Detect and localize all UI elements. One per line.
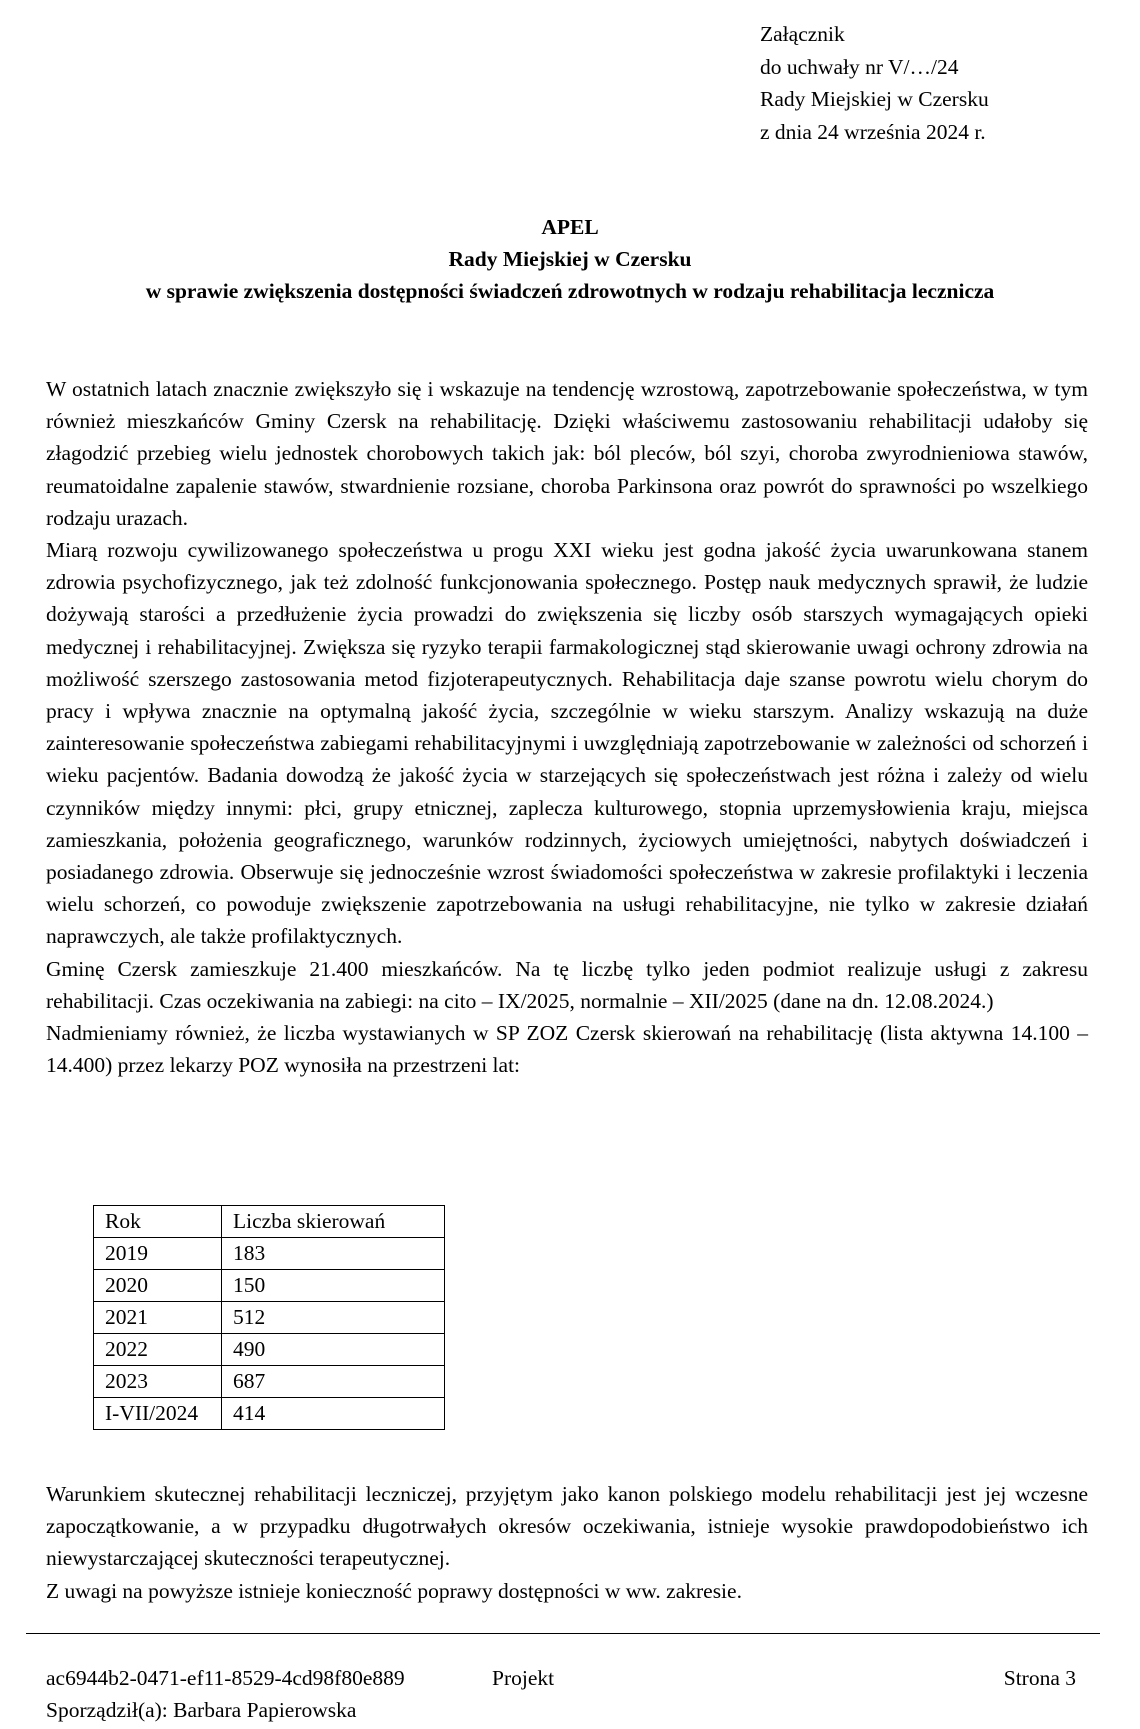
cell-count: 183 (222, 1238, 445, 1270)
cell-year: 2022 (94, 1334, 222, 1366)
table-header-row (94, 1206, 445, 1238)
body-paragraph: W ostatnich latach znacznie zwiększyło się i wskazuje na tendencję wzrostową, zapotrzebowanie społeczeństwa, w tym również mieszkańców Gminy Czersk na rehabilitację. Dzięki właściwemu zastosowaniu rehabilitacji udałoby się złagodzić przebieg wielu jednostek chorobowych takich jak: ból pleców, ból szyi, choroba zwyrodnieniowa stawów, reumatoidalne zapalenie stawów, stwardnienie rozsiane, choroba Parkinsona oraz powrót do sprawności po wszelkiego rodzaju urazach. (46, 377, 1088, 530)
footer-divider (26, 1633, 1100, 1634)
cell-count: 414 (222, 1398, 445, 1430)
footer-row (46, 1662, 1076, 1694)
body-paragraph: Miarą rozwoju cywilizowanego społeczeństwa u progu XXI wieku jest godna jakość życia uwarunkowana stanem zdrowia psychofizycznego, jak też zdolność funkcjonowania społecznego. Postęp nauk medycznych sprawił, że ludzie dożywają starości a przedłużenie życia prowadzi do zwiększenia się liczby osób starszych wymagających opieki medycznej i rehabilitacyjnej. Zwiększa się ryzyko terapii farmakologicznej stąd skierowanie uwagi ochrony zdrowia na możliwość szerszego zastosowania metod fizjoterapeutycznych. Rehabilitacja daje szanse powrotu wielu chorym do pracy i wpływa znacznie na optymalną jakość życia, szczególnie w wieku starszym. Analizy wskazują na duże zainteresowanie społeczeństwa zabiegami rehabilitacyjnymi i uwzględniają zapotrzebowanie w zależności od schorzeń i wieku pacjentów. Badania dowodzą że jakość życia w starzejących się społeczeństwach jest różna i zależy od wielu czynników między innymi: płci, grupy etnicznej, zaplecza kulturowego, stopnia uprzemysłowienia kraju, miejsca zamieszkania, położenia geograficznego, warunków rodzinnych, życiowych umiejętności, nabytych doświadczeń i posiadanego zdrowia. Obserwuje się jednocześnie wzrost świadomości społeczeństwa w zakresie profilaktyki i leczenia wielu schorzeń, co powoduje zwiększenie zapotrzebowania na usługi rehabilitacyjne, nie tylko w zakresie działań naprawczych, ale także profilaktycznych. (46, 538, 1088, 949)
closing-section (46, 1478, 1088, 1607)
table-row (94, 1398, 445, 1430)
document-id: ac6944b2-0471-ef11-8529-4cd98f80e889 (46, 1666, 405, 1690)
closing-paragraph: Warunkiem skutecznej rehabilitacji leczniczej, przyjętym jako kanon polskiego modelu rehabilitacji jest jej wczesne zapoczątkowanie, a w przypadku długotrwałych okresów oczekiwania, istnieje wysokie prawdopodobieństwo ich niewystarczającej skuteczności terapeutycznej. (46, 1482, 1088, 1571)
cell-year: 2020 (94, 1270, 222, 1302)
attachment-line: z dnia 24 września 2024 r. (760, 119, 986, 144)
cell-count: 490 (222, 1334, 445, 1366)
body-paragraph: Nadmieniamy również, że liczba wystawianych w SP ZOZ Czersk skierowań na rehabilitację (lista aktywna 14.100 – 14.400) przez lekarzy POZ wynosiła na przestrzeni lat: (46, 1021, 1088, 1078)
table-row (94, 1334, 445, 1366)
document-title (40, 211, 1100, 307)
cell-count: 150 (222, 1270, 445, 1302)
document-author: Sporządził(a): Barbara Papierowska (46, 1698, 357, 1722)
table-row (94, 1366, 445, 1398)
title-apel: APEL (541, 215, 599, 239)
title-council: Rady Miejskiej w Czersku (448, 247, 692, 271)
page-footer (46, 1662, 1076, 1726)
body-paragraph: Gminę Czersk zamieszkuje 21.400 mieszkańców. Na tę liczbę tylko jeden podmiot realizuje usługi z zakresu rehabilitacji. Czas oczekiwania na zabiegi: na cito – IX/2025, normalnie – XII/2025 (dane na dn. 12.08.2024.) (46, 956, 1088, 1013)
referrals-table (93, 1205, 445, 1430)
cell-count: 512 (222, 1302, 445, 1334)
document-status: Projekt (492, 1666, 555, 1690)
header-year: Rok (94, 1206, 222, 1238)
page-number: Strona 3 (1003, 1666, 1076, 1690)
attachment-header (760, 18, 989, 148)
cell-year: I-VII/2024 (94, 1398, 222, 1430)
attachment-line: do uchwały nr V/…/24 (760, 54, 959, 79)
attachment-line: Załącznik (760, 22, 845, 46)
table-row (94, 1238, 445, 1270)
cell-year: 2019 (94, 1238, 222, 1270)
cell-year: 2021 (94, 1302, 222, 1334)
table-row (94, 1270, 445, 1302)
title-subject: w sprawie zwiększenia dostępności świadczeń zdrowotnych w rodzaju rehabilitacja lecznicza (145, 279, 995, 303)
document-body (46, 373, 1088, 1081)
table-row (94, 1302, 445, 1334)
cell-count: 687 (222, 1366, 445, 1398)
closing-paragraph: Z uwagi na powyższe istnieje konieczność poprawy dostępności w ww. zakresie. (46, 1578, 742, 1603)
header-referrals: Liczba skierowań (222, 1206, 445, 1238)
cell-year: 2023 (94, 1366, 222, 1398)
attachment-line: Rady Miejskiej w Czersku (760, 87, 989, 111)
